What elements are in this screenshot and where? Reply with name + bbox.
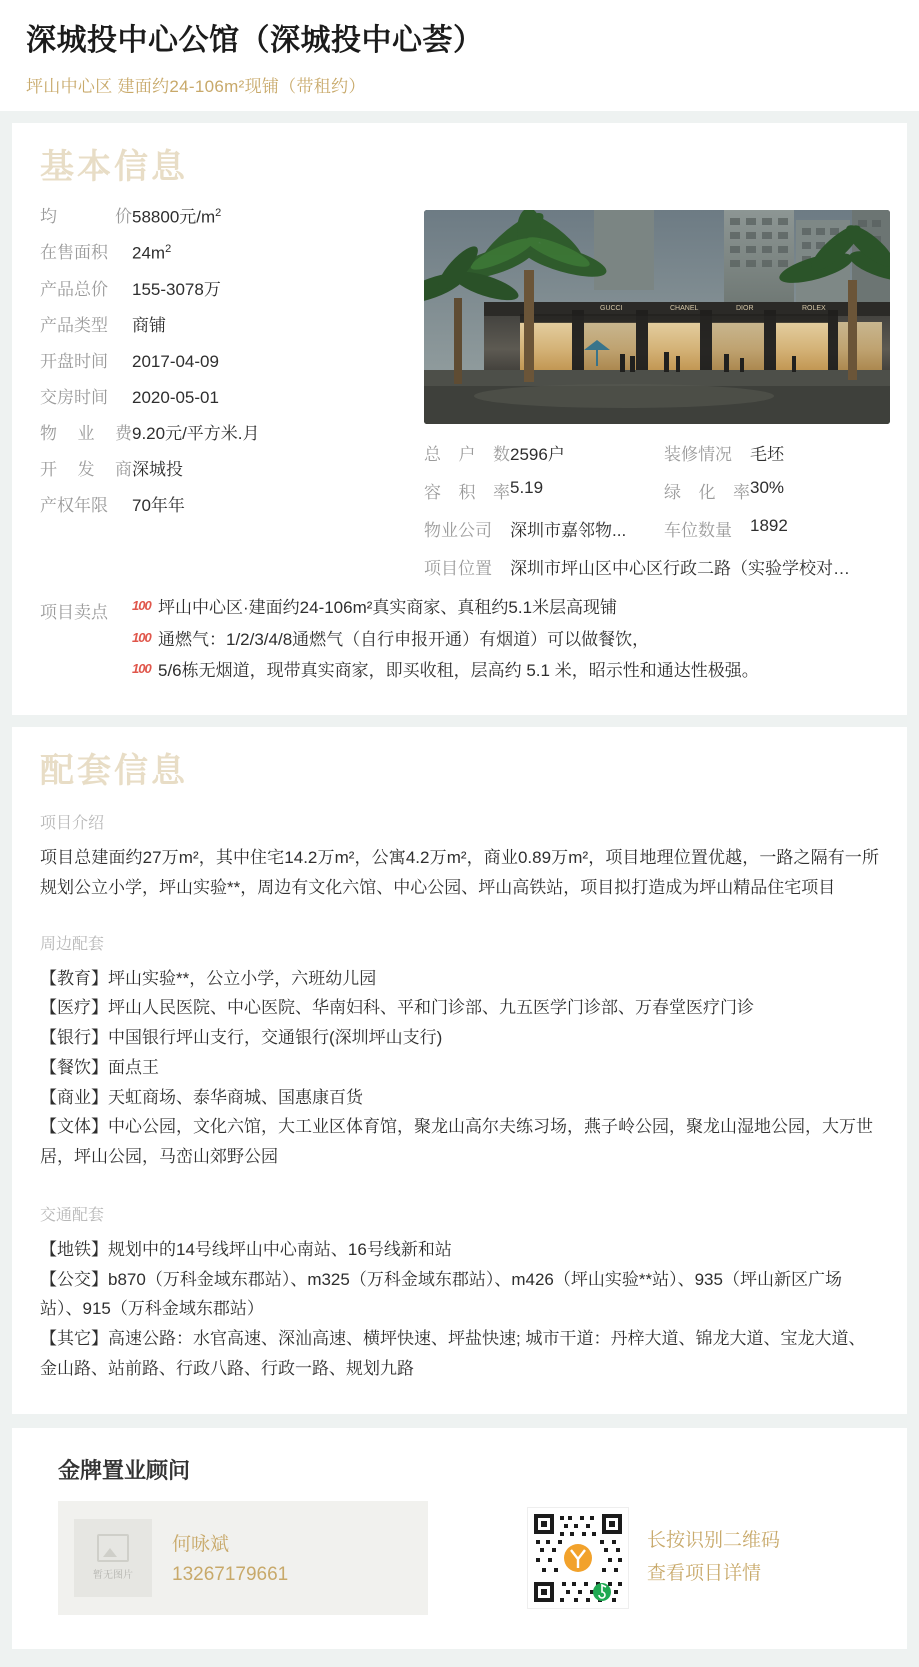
support-info-title: 配套信息 (40, 751, 188, 790)
selling-point-item (132, 628, 879, 653)
info-row-property-company-parking (424, 516, 890, 541)
around-facilities-list (40, 964, 879, 1172)
adviser-card-body (40, 1501, 879, 1615)
selling-point-text: 坪山中心区·建面约24-106m²真实商家、真租约5.1米层高现铺 (158, 597, 618, 617)
list-item: 【医疗】坪山人民医院、中心医院、华南妇科、平和门诊部、九五医学门诊部、万春堂医疗门诊 (40, 998, 754, 1018)
info-key: 物 业 费 (40, 423, 132, 443)
info-cell-green-rate (664, 478, 890, 503)
info-key: 车位数量 (664, 520, 732, 540)
qr-hint-text (647, 1525, 780, 1590)
list-item: 【商业】天虹商场、泰华商城、国惠康百货 (40, 1087, 363, 1107)
page-subtitle: 坪山中心区 建面约24-106m²现铺（带租约） (26, 76, 366, 96)
list-item: 【文体】中心公园，文化六馆，大工业区体育馆，聚龙山高尔夫练习场，燕子岭公园，聚龙山湿地公园，大万世居，坪山公园，马峦山郊野公园 (40, 1117, 873, 1167)
info-row-households-decoration (424, 440, 890, 465)
avatar (74, 1519, 152, 1597)
project-photo (424, 210, 890, 424)
basic-info-right-rows (424, 440, 890, 579)
info-value: 1892 (750, 515, 788, 535)
traffic-facilities-label: 交通配套 (40, 1206, 105, 1224)
info-value: 2020-05-01 (132, 387, 219, 407)
svg-text:ROLEX: ROLEX (802, 304, 826, 312)
svg-text:GUCCI: GUCCI (600, 304, 623, 312)
spacer (40, 1178, 879, 1196)
info-row-location (424, 554, 890, 579)
traffic-facilities-list (40, 1235, 879, 1384)
page-header (0, 0, 919, 111)
info-key: 物业公司 (424, 520, 492, 540)
info-value: 商铺 (132, 316, 166, 336)
info-row-ownership-years (40, 495, 410, 518)
basic-info-title: 基本信息 (40, 147, 188, 186)
adviser-card-title: 金牌置业顾问 (58, 1457, 191, 1483)
info-key: 绿 化 率 (664, 482, 750, 502)
adviser-block[interactable] (58, 1501, 428, 1615)
selling-point-text: 通燃气：1/2/3/4/8通燃气（自行申报开通）有烟道）可以做餐饮， (158, 629, 650, 649)
list-item: 【公交】b870（万科金域东郡站）、m325（万科金域东郡站）、m426（坪山实验**站）、935（坪山新区广场站）、915（万科金域东郡站） (40, 1269, 842, 1319)
qr-code-icon[interactable] (527, 1507, 629, 1609)
info-key: 均 价 (40, 206, 132, 226)
info-value: 2596户 (510, 444, 565, 464)
hundred-points-icon: 100 (132, 629, 151, 645)
around-facilities-label: 周边配套 (40, 935, 105, 953)
selling-points-list (132, 596, 879, 691)
adviser-phone[interactable]: 13267179661 (172, 1564, 289, 1586)
basic-info-left-column (40, 206, 410, 531)
info-key: 开盘时间 (40, 351, 108, 371)
basic-info-card (12, 123, 907, 715)
selling-points-label: 项目卖点 (40, 602, 108, 622)
page-title: 深城投中心公馆（深城投中心荟） (26, 24, 484, 57)
info-row-open-date (40, 351, 410, 374)
info-key: 开 发 商 (40, 459, 132, 479)
info-value: 9.20元/平方米.月 (132, 423, 260, 443)
info-row-product-type (40, 315, 410, 338)
adviser-name: 何咏斌 (172, 1534, 230, 1556)
svg-text:DIOR: DIOR (736, 304, 754, 312)
info-row-total-price (40, 279, 410, 302)
svg-text:CHANEL: CHANEL (670, 304, 699, 312)
info-cell-plot-ratio (424, 478, 664, 503)
basic-info-right-column (410, 206, 890, 592)
info-cell-households (424, 440, 664, 465)
info-row-property-fee (40, 423, 410, 446)
info-value: 155-3078万 (132, 280, 221, 300)
info-key: 产品总价 (40, 280, 108, 300)
info-key: 产权年限 (40, 495, 108, 515)
hundred-points-icon: 100 (132, 661, 151, 677)
info-value: 30% (750, 477, 785, 497)
list-item: 【地铁】规划中的14号线坪山中心南站、16号线新和站 (40, 1239, 452, 1259)
list-item: 【其它】高速公路：水官高速、深汕高速、横坪快速、坪盐快速; 城市干道：丹梓大道、锦龙大道、宝龙大道、金山路、站前路、行政八路、行政一路、规划九路 (40, 1329, 866, 1378)
image-placeholder-icon (97, 1534, 129, 1562)
project-intro-text: 项目总建面约27万m²，其中住宅14.2万m²，公寓4.2万m²，商业0.89万m²，项目地理位置优越，一路之隔有一所规划公立小学，坪山实验**，周边有文化六馆、中心公园、坪山高铁站，项目拟打造成为坪山精品住宅项目 (40, 848, 879, 897)
adviser-info (152, 1529, 288, 1586)
info-row-delivery-date (40, 387, 410, 410)
info-key: 装修情况 (664, 444, 732, 464)
info-key: 总 户 数 (424, 444, 510, 464)
info-value: 深圳市嘉邻物... (510, 520, 627, 540)
info-cell-decoration (664, 440, 890, 465)
selling-point-text: 5/6栋无烟道，现带真实商家，即买收租，层高约 5.1 米，昭示性和通达性极强。 (158, 661, 759, 681)
info-value: 58800元$/m^2$ (132, 206, 222, 227)
info-cell-parking-count (664, 516, 890, 541)
info-row-price (40, 206, 410, 230)
info-key: 容 积 率 (424, 482, 510, 502)
qr-hint-line1: 长按识别二维码 (646, 1530, 780, 1552)
qr-block (428, 1501, 879, 1609)
basic-info-top (40, 206, 879, 592)
info-value: 5.19 (510, 477, 544, 497)
list-item: 【教育】坪山实验**，公立小学，六班幼儿园 (40, 968, 377, 988)
info-value: 70年年 (132, 495, 185, 515)
avatar-placeholder-text: 暂无图片 (93, 1570, 133, 1582)
info-key: 项目位置 (424, 558, 492, 578)
adviser-card (12, 1428, 907, 1649)
info-value: 2017-04-09 (132, 351, 219, 371)
info-key: 产品类型 (40, 316, 108, 336)
info-key: 交房时间 (40, 387, 108, 407)
info-row-area (40, 242, 410, 266)
info-value: 毛坯 (750, 444, 784, 464)
selling-point-item (132, 596, 879, 621)
selling-points (40, 596, 879, 691)
spacer (40, 907, 879, 925)
info-value: $24m^2$ (132, 243, 172, 264)
info-cell-property-company (424, 516, 664, 541)
list-item: 【餐饮】面点王 (40, 1057, 159, 1077)
info-value: 深城投 (132, 459, 183, 479)
qr-hint-line2: 查看项目详情 (646, 1562, 761, 1584)
list-item: 【银行】中国银行坪山支行，交通银行(深圳坪山支行) (40, 1028, 443, 1048)
info-key: 在售面积 (40, 243, 108, 263)
hundred-points-icon: 100 (132, 597, 151, 613)
info-row-plot-ratio-green (424, 478, 890, 503)
project-intro-label: 项目介绍 (40, 815, 105, 833)
selling-point-item (132, 659, 879, 684)
info-row-developer (40, 459, 410, 482)
info-value: 深圳市坪山区中心区行政二路（实验学校对… (510, 558, 850, 578)
support-info-card (12, 727, 907, 1414)
